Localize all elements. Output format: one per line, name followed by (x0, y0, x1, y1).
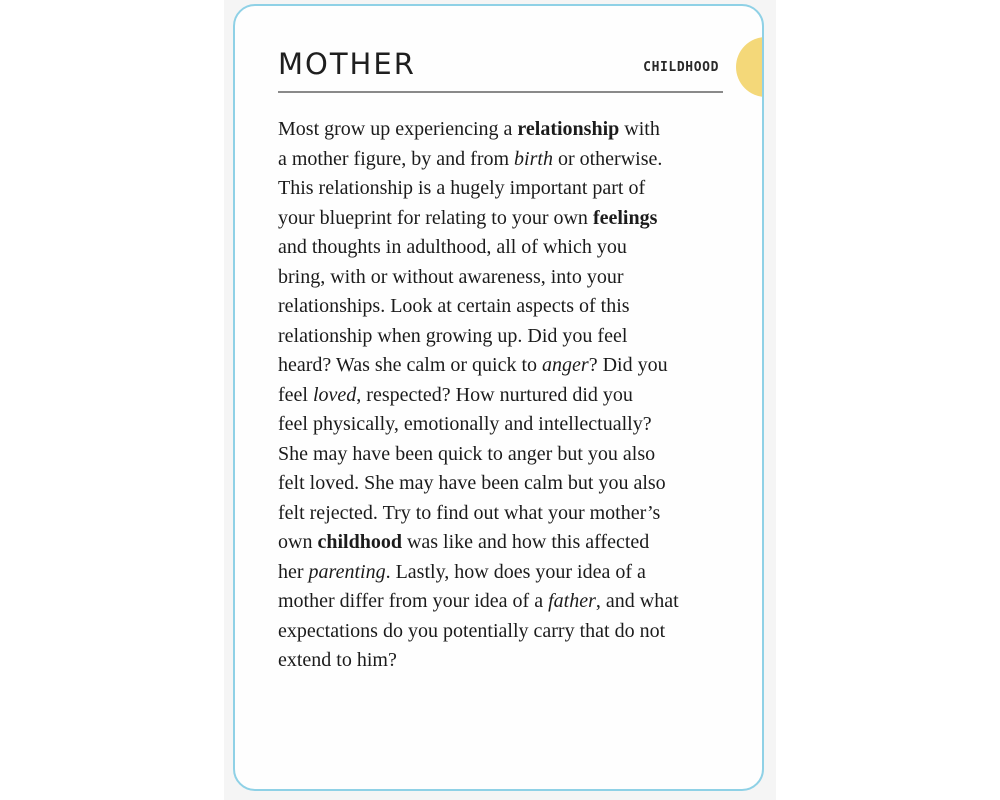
body-line (278, 292, 738, 322)
body-text: heard? Was she calm or quick to (278, 354, 543, 376)
italic-term: loved (312, 383, 357, 406)
body-text: This relationship is a hugely important part of (278, 177, 646, 199)
body-text: extend to him? (278, 649, 397, 671)
body-text: bring, with or without awareness, into your (278, 265, 624, 288)
body-text: She may have been quick to anger but you also (278, 442, 656, 465)
body-line (278, 204, 738, 234)
body-text: feel physically, emotionally and intellectually? (278, 413, 652, 435)
topic-card (233, 4, 764, 791)
body-text: ? Did you (588, 354, 668, 376)
body-text: Most grow up experiencing a (278, 118, 518, 140)
body-text: was like and how this affected (401, 531, 650, 553)
body-line (278, 499, 738, 529)
body-line (278, 145, 738, 175)
category-label: CHILDHOOD (643, 60, 719, 75)
body-text: with (619, 118, 660, 140)
body-text: . Lastly, how does your idea of a (385, 560, 646, 583)
body-line (278, 617, 738, 647)
bold-term: childhood (317, 531, 402, 553)
body-text: her (278, 560, 309, 583)
body-text: mother differ from your idea of a (278, 590, 549, 612)
body-text: and thoughts in adulthood, all of which you (278, 236, 627, 258)
italic-term: parenting (308, 560, 386, 583)
body-line (278, 115, 738, 145)
body-line (278, 351, 738, 381)
body-line (278, 233, 738, 263)
body-text: a mother figure, by and from (278, 147, 515, 170)
body-line (278, 322, 738, 352)
card-title: MOTHER (278, 47, 416, 81)
body-text: , respected? How nurtured did you (356, 383, 633, 406)
body-text: relationship when growing up. Did you feel (278, 324, 628, 347)
title-divider (278, 91, 723, 93)
italic-term: anger (542, 354, 589, 376)
body-text: felt loved. She may have been calm but you also (278, 472, 666, 494)
body-text: , and what (595, 590, 679, 612)
body-line (278, 381, 738, 411)
body-line (278, 263, 738, 293)
italic-term: birth (514, 147, 553, 170)
body-line (278, 174, 738, 204)
card-body-text (278, 115, 738, 676)
body-text: felt rejected. Try to find out what your mother’s (278, 501, 661, 524)
body-line (278, 410, 738, 440)
body-line (278, 558, 738, 588)
category-color-dot (736, 37, 764, 97)
body-line (278, 469, 738, 499)
body-line (278, 587, 738, 617)
body-text: or otherwise. (552, 147, 663, 170)
italic-term: father (548, 590, 596, 612)
body-text: own (278, 531, 318, 553)
body-text: your blueprint for relating to your own (278, 206, 593, 229)
body-line (278, 528, 738, 558)
body-text: feel (278, 383, 313, 406)
body-text: relationships. Look at certain aspects of this (278, 295, 630, 317)
bold-term: relationship (517, 118, 620, 140)
body-text: expectations do you potentially carry that do not (278, 619, 666, 642)
body-line (278, 440, 738, 470)
bold-term: feelings (592, 206, 658, 229)
body-line (278, 646, 738, 676)
